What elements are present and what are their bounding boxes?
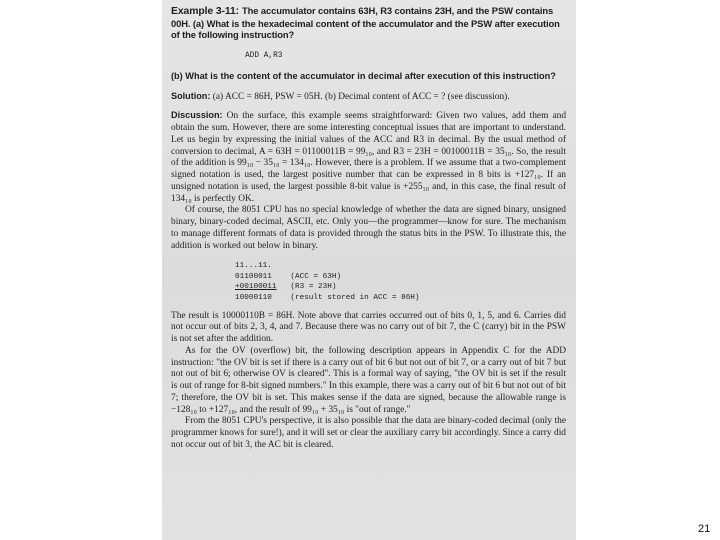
assembly-instruction: ADD A,R3: [245, 51, 283, 60]
operand-r3-row: [235, 282, 566, 293]
example-question: The accumulator contains 63H, R3 contains 23H, and the PSW contains 00H. (a) What is the hexadecimal content of the accumulator and the PSW after execution of the following instruction?: [171, 5, 560, 41]
operand-r3-bits: +00100011: [235, 283, 277, 292]
example-part-b: (b) What is the content of the accumulator in decimal after execution of this instruction?: [171, 70, 556, 81]
discussion-paragraph-2: Of course, the 8051 CPU has no special knowledge of whether the data are signed binary, unsigned binary, binary-coded decimal, ASCII, etc. Only you—the programmer—know for sure. The mechanism to manage different formats of data is provided through the status bits in the PSW. To illustrate this, the addition is worked out below in binary.: [171, 205, 566, 251]
discussion-text-1: On the surface, this example seems straightforward: Given two values, add them and obtain the sum. However, there are some interesting conceptual issues that are important to understand. Let us begin by expressing the initial values of the ACC and R3 in decimal. By the usual method of conversion to decimal, A = 63H = 01100011B = 99₁₀, and R3 = 23H = 00100011B = 35₁₀. So, the result of the addition is 99₁₀ − 35₁₀ = 134₁₀. However, there is a problem. If we assume that a two-complement signed notation is used, the largest positive number that can be expressed in 8 bits is +127₁₀. If an unsigned notation is used, the largest possible 8-bit value is +255₁₀ and, in this case, the final result of 134₁₀ is perfectly OK.: [171, 111, 567, 204]
example-heading: [171, 5, 566, 41]
discussion-paragraph-1: [171, 110, 566, 205]
discussion-paragraph-3: The result is 10000110B = 86H. Note above that carries occurred out of bits 0, 1, 5, and 6. Carries did not occur out of bits 2, 3, 4, and 7. Because there was no carry out of bit 7, the C (carry) bit in the PSW is not set after the addition.: [171, 310, 566, 345]
operand-acc-note: (ACC = 63H): [290, 272, 342, 281]
discussion-paragraph-5: From the 8051 CPU's perspective, it is also possible that the data are binary-coded decimal (only the programmer knows for sure!), and it will set or clear the auxiliary carry bit accordingly. Since a carry did not occur out of bit 3, the AC bit is cleared.: [171, 416, 566, 450]
carry-row: 11...11.: [235, 262, 272, 271]
result-bits: 10000110: [235, 294, 272, 303]
operand-acc-row: [235, 272, 566, 283]
scanned-textbook-page: [162, 0, 576, 540]
discussion-label: Discussion:: [171, 110, 223, 121]
operand-acc-bits: 01100011: [235, 272, 272, 281]
solution-paragraph: [171, 91, 566, 104]
operand-r3-note: (R3 = 23H): [290, 283, 337, 292]
solution-text: (a) ACC = 86H, PSW = 05H. (b) Decimal content of ACC = ? (see discussion).: [212, 91, 510, 102]
example-number: Example 3-11:: [171, 6, 240, 17]
slide-page-number: 21: [698, 523, 711, 535]
result-row: [235, 293, 566, 304]
binary-addition-block: [235, 261, 566, 303]
discussion-paragraph-4: As for the OV (overflow) bit, the following description appears in Appendix C for the ADD instruction: "the OV bit is set if there is a carry out of bit 6 but not out of bit 7, or a carry out of bit 7 but not out of bit 6; otherwise OV is cleared". This is a formal way of saying, "the OV bit is set if the result is out of range for 8-bit signed numbers." In this example, there was a carry out of bit 6 but not out of bit 7; therefore, the OV bit is set. This makes sense if the data are signed, because the allowable range is −128₁₀ to +127₁₀, and the result of 99₁₀ + 35₁₀ is "out of range.": [171, 345, 566, 415]
solution-label: Solution:: [171, 90, 211, 101]
result-note: (result stored in ACC = 86H): [290, 294, 420, 303]
